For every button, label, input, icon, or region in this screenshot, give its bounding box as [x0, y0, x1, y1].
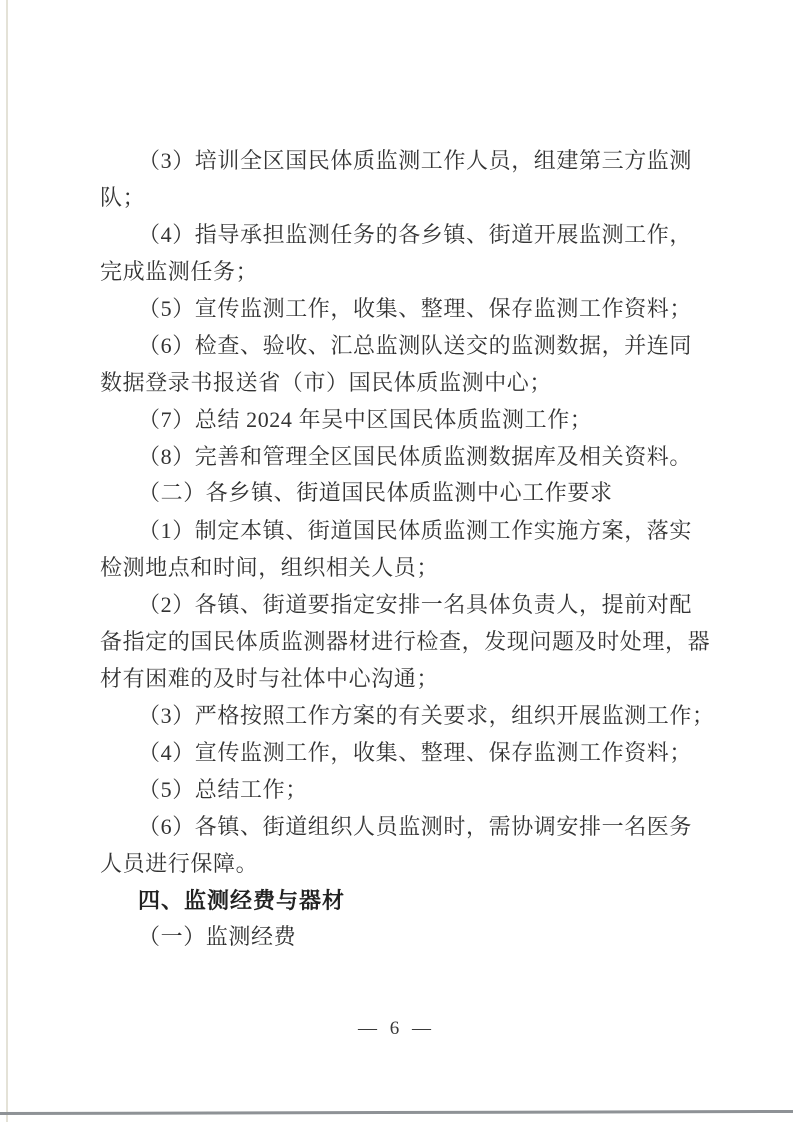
scan-edge-left-line: [6, 0, 8, 1122]
paragraph-line: （6）检查、验收、汇总监测队送交的监测数据，并连同: [138, 333, 693, 358]
document-body: [100, 142, 715, 956]
paragraph-line: （6）各镇、街道组织人员监测时，需协调安排一名医务: [138, 814, 693, 839]
paragraph-line: （5）总结工作；: [138, 777, 308, 802]
paragraph-line: （8）完善和管理全区国民体质监测数据库及相关资料。: [138, 444, 693, 469]
paragraph-line: （3）严格按照工作方案的有关要求，组织开展监测工作；: [138, 703, 715, 728]
paragraph-line: 数据登录书报送省（市）国民体质监测中心；: [100, 370, 553, 395]
paragraph-line: 队；: [100, 185, 146, 210]
page-number: — 6 —: [358, 1018, 435, 1039]
section-heading-line: 四、监测经费与器材: [138, 888, 346, 913]
paragraph-line: （7）总结 2024 年吴中区国民体质监测工作；: [138, 407, 593, 432]
paragraph-line: 完成监测任务；: [100, 259, 259, 284]
paragraph-line: 备指定的国民体质监测器材进行检查，发现问题及时处理，器: [100, 629, 711, 654]
paragraph-line: 检测地点和时间，组织相关人员；: [100, 555, 440, 580]
paragraph-line: 人员进行保障。: [100, 851, 259, 876]
paragraph-line: （5）宣传监测工作，收集、整理、保存监测工作资料；: [138, 296, 693, 321]
paragraph-line: （4）宣传监测工作，收集、整理、保存监测工作资料；: [138, 740, 693, 765]
paragraph-line: （2）各镇、街道要指定安排一名具体负责人，提前对配: [138, 592, 693, 617]
subsection-heading-line: （一）监测经费: [138, 925, 297, 950]
paragraph-line: （3）培训全区国民体质监测工作人员，组建第三方监测: [138, 148, 693, 173]
scan-edge-bottom-line: [0, 1110, 793, 1115]
paragraph-line: （1）制定本镇、街道国民体质监测工作实施方案，落实: [138, 518, 693, 543]
paragraph-line: （4）指导承担监测任务的各乡镇、街道开展监测工作，: [138, 222, 693, 247]
paragraph-line: 材有困难的及时与社体中心沟通；: [100, 666, 440, 691]
subsection-heading-line: （二）各乡镇、街道国民体质监测中心工作要求: [138, 481, 613, 506]
